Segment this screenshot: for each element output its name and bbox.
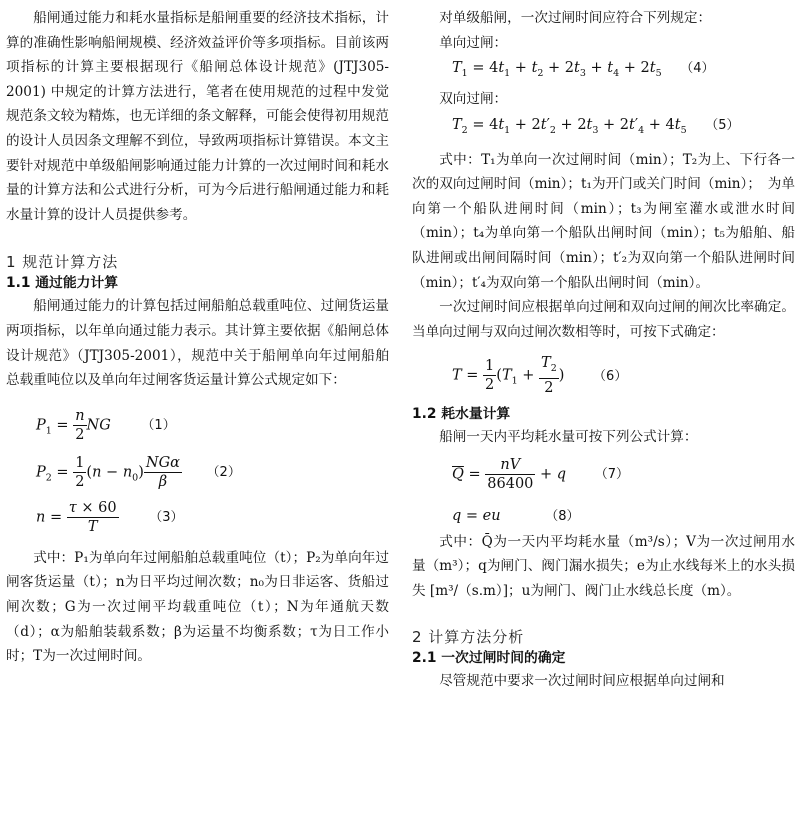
equation-5-number: （5）	[705, 117, 740, 133]
equation-8-number: （8）	[545, 508, 580, 524]
intro-paragraph: 船闸通过能力和耗水量指标是船闸重要的经济技术指标，计算的准确性影响船闸规模、经济效益评价等多项指标。目前该两项指标的计算主要根据现行《船闸总体设计规范》(JTJ305-2001) 中规定的计算方法进行，笔者在使用规范的过程中发觉规范条文较为精炼，也无详细的条文解释，可能会使得初用规范的设计人员因条文理解不到位，导致两项指标计算错误。本文主要针对规范中单级船闸影响通过能力计算的一次过闸时间和耗水量的计算方法和公式进行分析，可为今后进行船闸通过能力和耗水量计算的设计人员提供参考。	[6, 10, 389, 223]
equation-6-number: （6）	[593, 368, 628, 384]
equation-1-number: （1）	[141, 418, 176, 434]
equation-7-number: （7）	[594, 467, 629, 483]
equation-2-number: （2）	[206, 465, 241, 481]
water-consumption-paragraph: 船闸一天内平均耗水量可按下列公式计算：	[439, 429, 698, 446]
equation-8: q = eu （8）	[452, 507, 580, 524]
transit-time-analysis-paragraph: 尽管规范中要求一次过闸时间应根据单向过闸和	[439, 672, 725, 689]
equation-4: $T_1 = 4t_1 + t_2 + 2t_3 + t_4 + 2t_5$ （4）	[452, 60, 715, 80]
variable-definitions-3: 式中：Q̄为一天内平均耗水量（m³/s）；V为一次过闸用水量（m³）；q为闸门、阀门漏水损失；e为止水线每米上的水头损失 [m³/（s.m）]；u为闸门、阀门止水线总长度（m）。	[412, 533, 795, 599]
equation-3: n = $\frac{\tau \times 60}{T}$ （3）	[36, 499, 184, 535]
equation-6: T = $\frac{1}{2}$ ($T_1$ + $\frac{T_2}{2}$ ) （6）	[452, 355, 628, 397]
section-1-heading: 1 规范计算方法	[6, 253, 119, 272]
subsection-1-1-heading: 1.1 通过能力计算	[6, 275, 119, 292]
capacity-paragraph: 船闸通过能力的计算包括过闸船舶总载重吨位、过闸货运量两项指标，以年单向通过能力表示。其计算主要依据《船闸总体设计规范》（JTJ305-2001），规范中关于船闸单向年过闸船舶总载重吨位以及单向年过闸客货运量计算公式规定如下：	[6, 298, 389, 389]
single-direction-label: 单向过闸：	[439, 34, 508, 51]
transit-time-paragraph: 一次过闸时间应根据单向过闸和双向过闸的闸次比率确定。当单向过闸与双向过闸次数相等时，可按下式确定：	[412, 299, 795, 340]
subsection-2-1-heading: 2.1 一次过闸时间的确定	[412, 649, 566, 666]
double-direction-label: 双向过闸：	[439, 91, 508, 108]
variable-definitions-2: 式中：T₁为单向一次过闸时间（min）；T₂为上、下行各一次的双向过闸时间（min）；t₁为开门或关门时间（min）； 为单向第一个船队进闸时间（min）；t₃为闸室灌水或泄水时间（min）；t₄为单向第一个船队出闸时间（min）；t₅为船舶、船队进闸或出闸间隔时间（min）；t′₂为双向第一个船队进闸时间（min）；t′₄为双向第一个船队出闸时间（min）。	[412, 151, 795, 291]
section-2-heading: 2 计算方法分析	[412, 627, 525, 646]
equation-1: $P_1$ = $\frac{n}{2}$ NG （1）	[36, 407, 176, 443]
equation-4-number: （4）	[680, 61, 715, 77]
variable-definitions-1: 式中：P₁为单向年过闸船舶总载重吨位（t）；P₂为单向年过闸客货运量（t）；n为日平均过闸次数；n₀为日非运客、货船过闸次数；G为一次过闸平均载重吨位（t）；N为年通航天数（d）；α为船舶装载系数；β为运量不均衡系数；τ为日工作小时；T为一次过闸时间。	[6, 549, 389, 665]
equation-7: $\overline{Q}$ = $\frac{nV}{86400}$ + q （7）	[452, 456, 629, 492]
right-column	[412, 6, 795, 693]
equation-2: $P_2$ = $\frac{1}{2}$ $(n - n_0)$ $\frac{\text{NGα}}{\beta}$ （2）	[36, 454, 241, 490]
equation-5: $T_2 = 4t_1 + 2t'_2 + 2t_3 + 2t'_4 + 4t_5$ （5）	[452, 116, 740, 136]
equation-3-number: （3）	[149, 510, 184, 526]
left-column	[6, 6, 389, 669]
transit-time-intro: 对单级船闸，一次过闸时间应符合下列规定：	[439, 10, 712, 26]
subsection-1-2-heading: 1.2 耗水量计算	[412, 406, 511, 423]
